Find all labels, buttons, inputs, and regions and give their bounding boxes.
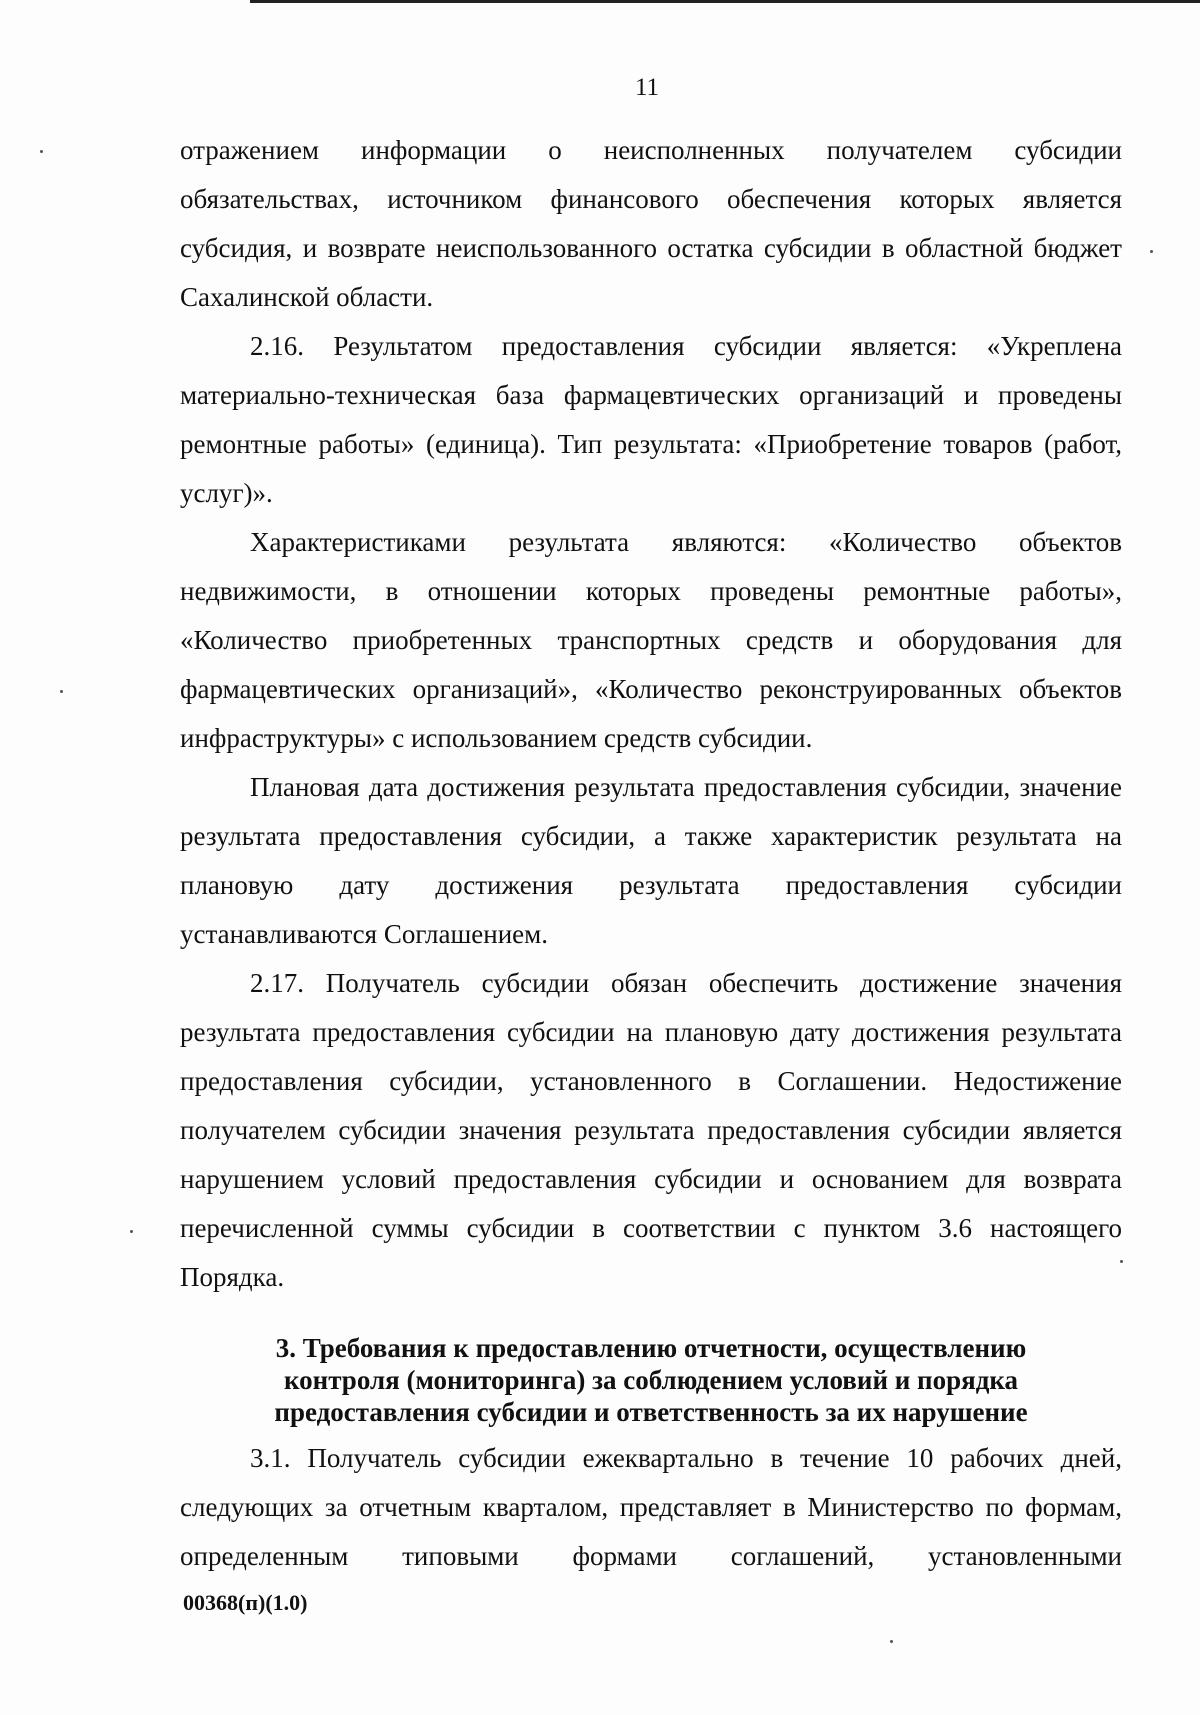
scan-speck bbox=[890, 1640, 893, 1643]
section-heading-line: контроля (мониторинга) за соблюдением условий и порядка bbox=[283, 1365, 1019, 1395]
document-code: 00368(п)(1.0) bbox=[183, 1590, 308, 1615]
section-heading-line: 3. Требования к предоставлению отчетности, осуществлению bbox=[275, 1333, 1027, 1363]
paragraph-continuation: отражением информации о неисполненных получателем субсидии обязательствах, источником финансового обеспечения которых является субсидия, и возврате неиспользованного остатка субсидии в областной бюджет Сахалинской области. bbox=[180, 135, 1122, 312]
scan-speck bbox=[60, 690, 63, 693]
document-body bbox=[180, 126, 1122, 1581]
paragraph-2-16: 2.16. Результатом предоставления субсидии является: «Укреплена материально-техническая база фармацевтических организаций и проведены ремонтные работы» (единица). Тип результата: «Приобретение товаров (работ, услуг)». bbox=[180, 331, 1122, 508]
scan-speck bbox=[1120, 1260, 1123, 1263]
paragraph-2-17: 2.17. Получатель субсидии обязан обеспечить достижение значения результата предоставления субсидии на плановую дату достижения результата предоставления субсидии, установленного в Соглашении. Недостижение получателем субсидии значения результата предоставления субсидии является нарушением условий предоставления субсидии и основанием для возврата перечисленной суммы субсидии в соответствии с пунктом 3.6 настоящего Порядка. bbox=[180, 968, 1122, 1292]
paragraph-planned-date: Плановая дата достижения результата предоставления субсидии, значение результата предоставления субсидии, а также характеристик результата на плановую дату достижения результата предоставления субсидии устанавливаются Соглашением. bbox=[180, 772, 1122, 949]
scan-speck bbox=[40, 150, 43, 153]
section-heading-line: предоставления субсидии и ответственность за их нарушение bbox=[274, 1397, 1028, 1427]
page-number: 11 bbox=[634, 74, 660, 101]
paragraph-result-characteristics: Характеристиками результата являются: «Количество объектов недвижимости, в отношении которых проведены ремонтные работы», «Количество приобретенных транспортных средств и оборудования для фармацевтических организаций», «Количество реконструированных объектов инфраструктуры» с использованием средств субсидии. bbox=[180, 527, 1122, 753]
paragraph-3-1: 3.1. Получатель субсидии ежеквартально в течение 10 рабочих дней, следующих за отчетным кварталом, представляет в Министерство по формам, определенным типовыми формами соглашений, установленными bbox=[180, 1443, 1122, 1571]
top-border-line bbox=[250, 0, 1200, 3]
scan-speck bbox=[1150, 250, 1153, 253]
section-3-heading bbox=[180, 1332, 1122, 1428]
scan-speck bbox=[130, 1230, 133, 1233]
